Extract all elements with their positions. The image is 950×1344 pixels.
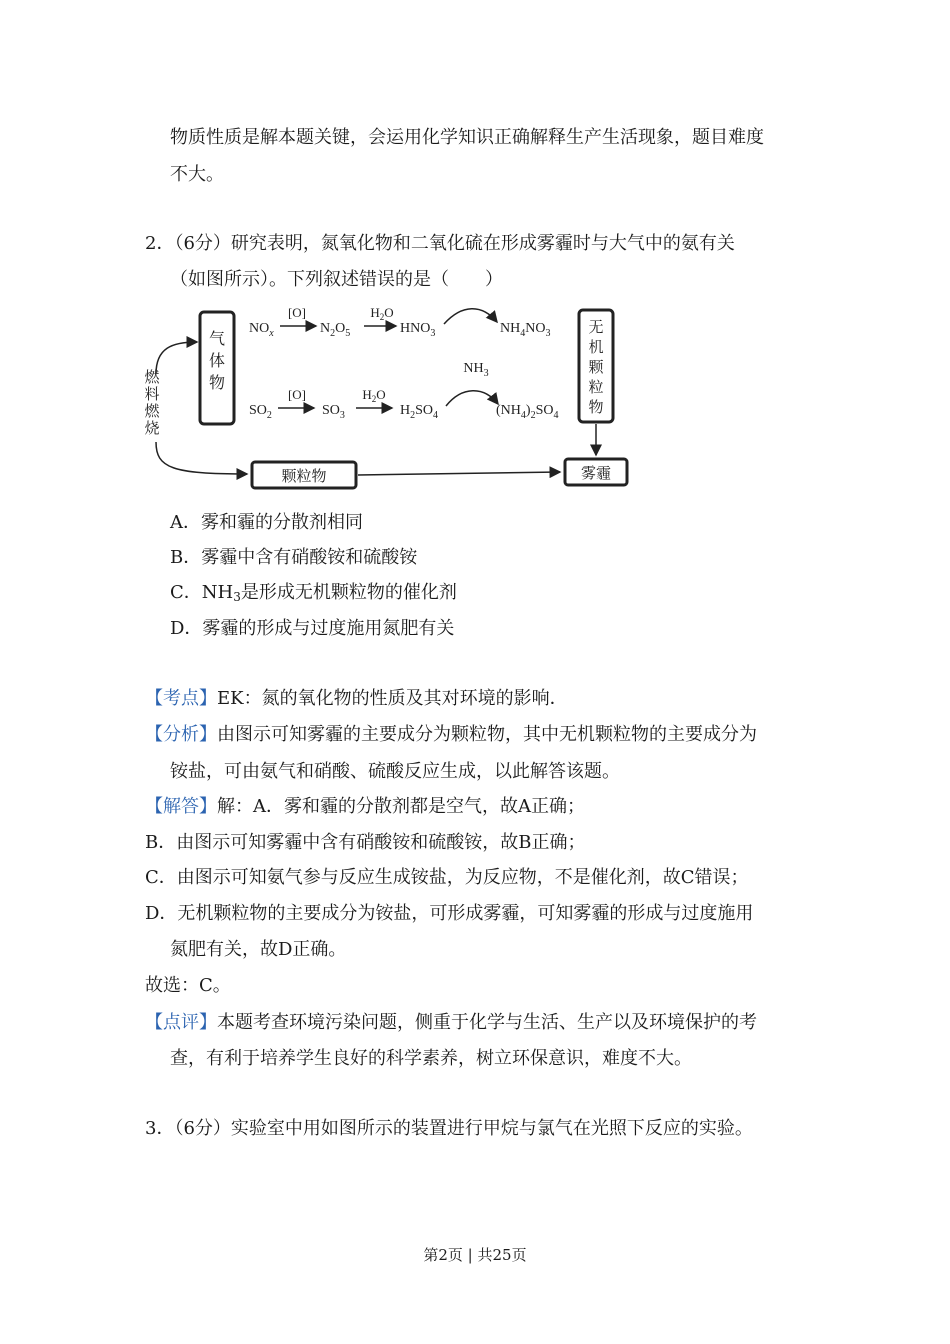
- hno3-formula: $HNO_3$: [400, 321, 436, 339]
- option-c: C．$NH_3$是形成无机颗粒物的催化剂: [170, 582, 457, 604]
- intro-line-1: 物质性质是解本题关键，会运用化学知识正确解释生产生活现象，题目难度: [170, 127, 764, 148]
- water-condition-1: $H_2O$: [370, 305, 394, 322]
- arrow-to-particles: [156, 442, 247, 474]
- dianping-tag: 【点评】: [145, 1012, 217, 1033]
- dianping-line-2: 查，有利于培养学生良好的科学素养，树立环保意识，难度不大。: [170, 1048, 692, 1069]
- answer-b: B．由图示可知雾霾中含有硝酸铵和硫酸铵，故B正确；: [145, 832, 586, 853]
- ammonia-label: $NH_3$: [463, 361, 489, 379]
- jieda-line: 【解答】解：A．雾和霾的分散剂都是空气，故A正确；: [145, 796, 585, 817]
- final-choice: 故选：C。: [145, 975, 231, 996]
- so2-formula: $SO_2$: [249, 403, 272, 421]
- intro-line-2: 不大。: [170, 164, 224, 185]
- fuel-combustion-label: 燃料燃烧: [144, 370, 160, 437]
- so3-formula: $SO_3$: [322, 403, 345, 421]
- nh4no3-formula: $NH_4NO_3$: [500, 321, 551, 339]
- gas-box-label: 气体物: [208, 331, 226, 392]
- arrow-to-gas: [156, 342, 197, 374]
- fenxi-line-1: 【分析】由图示可知雾霾的主要成分为颗粒物，其中无机颗粒物的主要成分为: [145, 724, 757, 745]
- n2o5-formula: $N_2O_5$: [320, 321, 351, 339]
- option-d: D．雾霾的形成与过度施用氮肥有关: [170, 618, 455, 639]
- answer-d-line-1: D．无机颗粒物的主要成分为铵盐，可形成雾霾，可知雾霾的形成与过度施用: [145, 903, 754, 924]
- fenxi-tag: 【分析】: [145, 724, 217, 745]
- fenxi-line-2: 铵盐，可由氨气和硝酸、硫酸反应生成，以此解答该题。: [170, 761, 620, 782]
- inorganic-box-label: 无机颗粒物: [588, 320, 604, 416]
- dianping-line-1: 【点评】本题考查环境污染问题，侧重于化学与生活、生产以及环境保护的考: [145, 1012, 757, 1033]
- smog-box-label: 雾霾: [580, 466, 612, 482]
- kaodian-line: 【考点】EK：氮的氧化物的性质及其对环境的影响．: [145, 688, 568, 709]
- particles-box-label: 颗粒物: [281, 469, 327, 485]
- page-footer: 第2页 | 共25页: [423, 1246, 527, 1264]
- q3-stem: 3．（6分）实验室中用如图所示的装置进行甲烷与氯气在光照下反应的实验。: [145, 1118, 753, 1139]
- q2-stem-line-1: 2．（6分）研究表明，氮氧化物和二氧化硫在形成雾霾时与大气中的氨有关: [145, 233, 735, 254]
- answer-c: C．由图示可知氨气参与反应生成铵盐，为反应物，不是催化剂，故C错误；: [145, 867, 749, 888]
- h2so4-formula: $H_2SO_4$: [400, 403, 439, 421]
- oxidant-condition-1: [O]: [287, 305, 307, 320]
- jieda-tag: 【解答】: [145, 796, 217, 817]
- kaodian-tag: 【考点】: [145, 688, 217, 709]
- ammonium-sulfate-formula: $(NH_4)_2SO_4$: [496, 403, 559, 421]
- q2-stem-line-2: （如图所示）。下列叙述错误的是（ ）: [170, 269, 503, 290]
- water-condition-2: $H_2O$: [362, 387, 386, 404]
- oxidant-condition-2: [O]: [287, 387, 307, 402]
- smog-formation-diagram: [142, 300, 642, 498]
- answer-d-line-2: 氮肥有关，故D正确。: [170, 939, 347, 960]
- option-a: A．雾和霾的分散剂相同: [170, 512, 363, 533]
- nox-formula: $NO_x$: [249, 321, 274, 339]
- option-b: B．雾霾中含有硝酸铵和硫酸铵: [170, 547, 418, 568]
